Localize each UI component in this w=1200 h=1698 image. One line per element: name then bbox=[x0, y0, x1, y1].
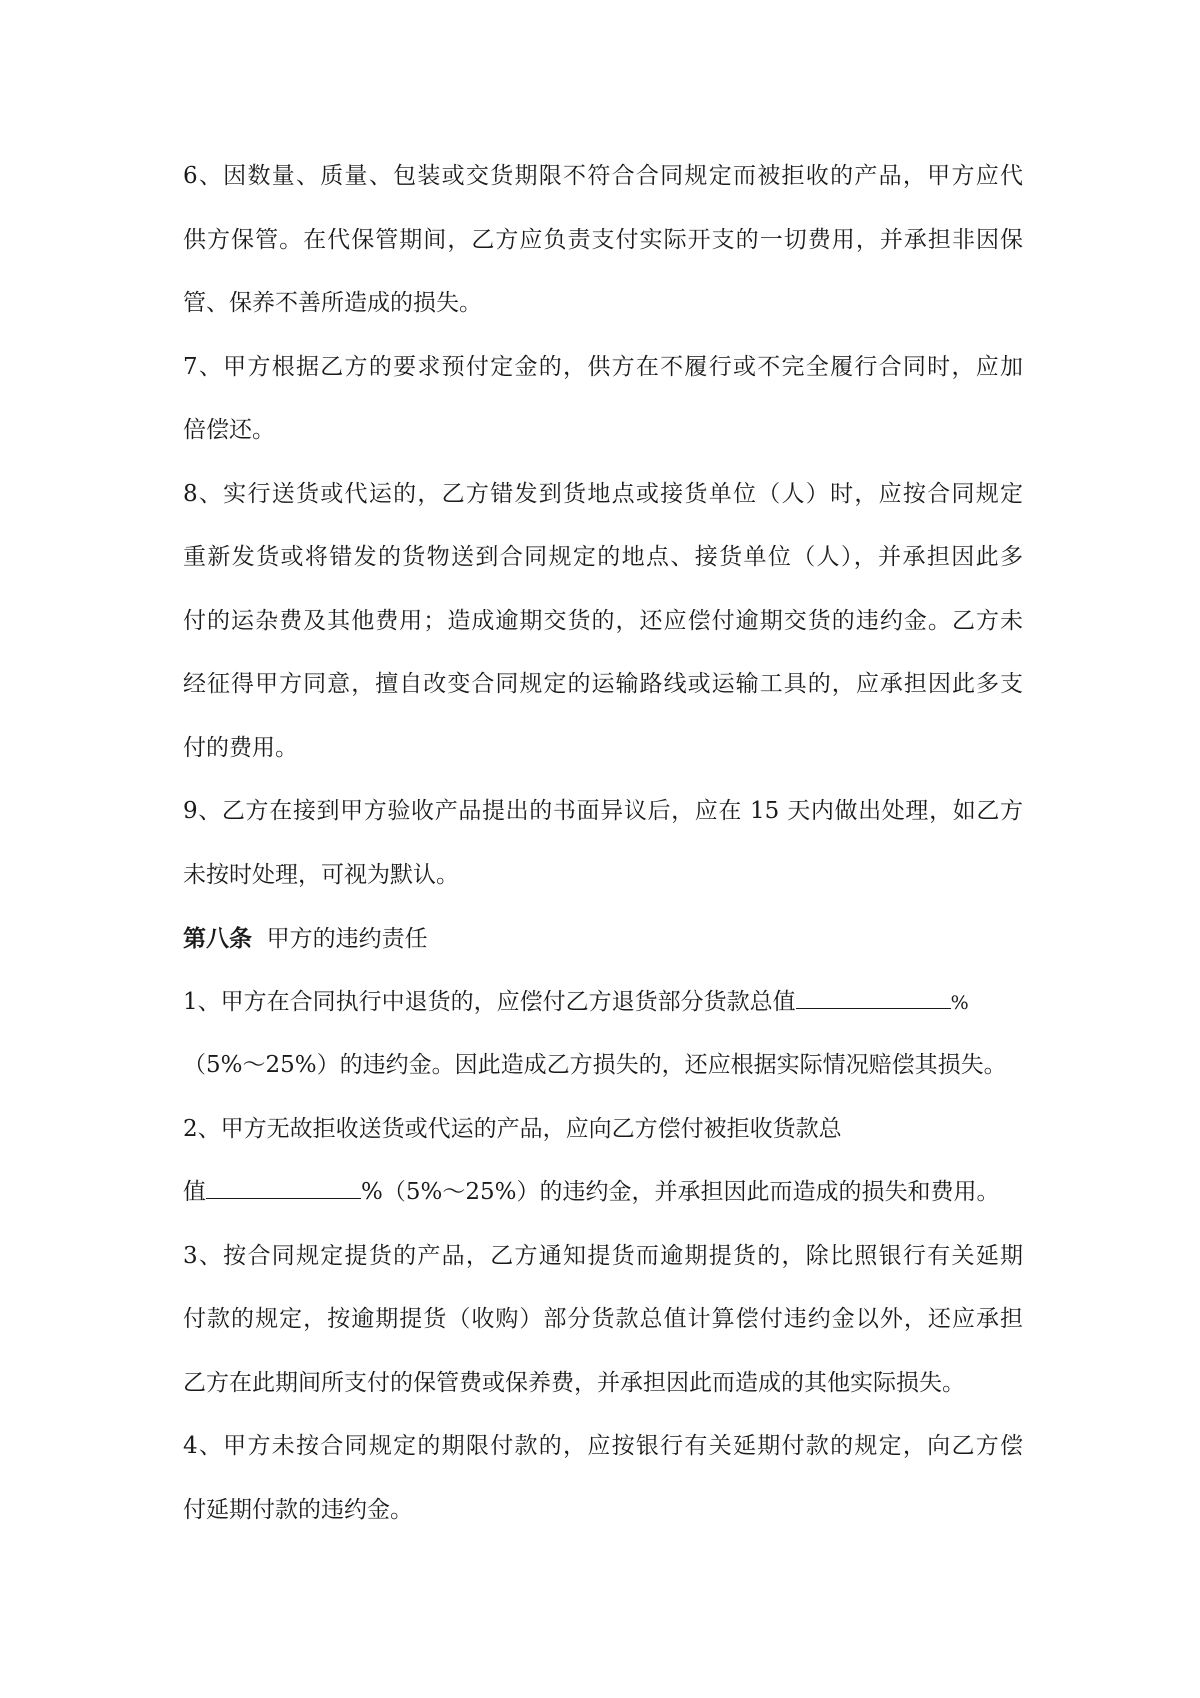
article8-clause-4 bbox=[183, 1415, 1023, 1542]
text-line: 7、甲方根据乙方的要求预付定金的，供方在不履行或不完全履行合同时，应加 bbox=[183, 353, 1023, 380]
article8-clause-1 bbox=[183, 971, 1023, 1098]
fill-in-blank[interactable] bbox=[206, 1178, 361, 1199]
text-line: 3、按合同规定提货的产品，乙方通知提货而逾期提货的，除比照银行有关延期 bbox=[183, 1242, 1023, 1269]
text-line: （5%～25%）的违约金。因此造成乙方损失的，还应根据实际情况赔偿其损失。 bbox=[183, 1052, 1007, 1078]
text-line: 经征得甲方同意，擅自改变合同规定的运输路线或运输工具的，应承担因此多支 bbox=[183, 671, 1023, 697]
text-line: 乙方在此期间所支付的保管费或保养费，并承担因此而造成的其他实际损失。 bbox=[183, 1369, 965, 1396]
text-line: 4、甲方未按合同规定的期限付款的，应按银行有关延期付款的规定，向乙方偿 bbox=[183, 1433, 1023, 1459]
text-line: 付延期付款的违约金。 bbox=[183, 1496, 413, 1523]
clause-8 bbox=[183, 463, 1023, 781]
clause-9 bbox=[183, 780, 1023, 907]
text-fragment: 值 bbox=[183, 1179, 206, 1205]
text-line: 管、保养不善所造成的损失。 bbox=[183, 290, 482, 316]
text-line: 供方保管。在代保管期间，乙方应负责支付实际开支的一切费用，并承担非因保 bbox=[183, 226, 1023, 253]
text-fragment: %（5%～25%）的违约金，并承担因此而造成的损失和费用。 bbox=[361, 1179, 1000, 1205]
fill-in-blank[interactable] bbox=[796, 988, 951, 1009]
text-line: 重新发货或将错发的货物送到合同规定的地点、接货单位（人），并承担因此多 bbox=[183, 544, 1023, 570]
article8-clause-2 bbox=[183, 1098, 1023, 1225]
section-heading bbox=[183, 907, 1023, 971]
text-line bbox=[183, 1161, 1023, 1225]
text-line: 倍偿还。 bbox=[183, 417, 275, 443]
section-number: 第八条 bbox=[183, 925, 252, 952]
text-line: 2、甲方无故拒收送货或代运的产品，应向乙方偿付被拒收货款总 bbox=[183, 1115, 842, 1142]
percent-sign: % bbox=[950, 991, 969, 1014]
text-line: 6、因数量、质量、包装或交货期限不符合合同规定而被拒收的产品，甲方应代 bbox=[183, 163, 1023, 189]
text-line: 付款的规定，按逾期提货（收购）部分货款总值计算偿付违约金以外，还应承担 bbox=[183, 1306, 1023, 1332]
text-line bbox=[183, 971, 1023, 1035]
text-line: 付的运杂费及其他费用；造成逾期交货的，还应偿付逾期交货的违约金。乙方未 bbox=[183, 607, 1023, 634]
document-body bbox=[183, 145, 1023, 1542]
article8-clause-3 bbox=[183, 1225, 1023, 1416]
text-fragment: 1、甲方在合同执行中退货的，应偿付乙方退货部分货款总值 bbox=[183, 988, 796, 1015]
text-line: 未按时处理，可视为默认。 bbox=[183, 861, 459, 888]
text-line: 付的费用。 bbox=[183, 734, 298, 761]
clause-7 bbox=[183, 336, 1023, 463]
clause-6 bbox=[183, 145, 1023, 336]
text-line: 8、实行送货或代运的，乙方错发到货地点或接货单位（人）时，应按合同规定 bbox=[183, 480, 1023, 507]
section-title: 甲方的违约责任 bbox=[252, 926, 428, 952]
text-line: 9、乙方在接到甲方验收产品提出的书面异议后，应在 15 天内做出处理，如乙方 bbox=[183, 798, 1023, 824]
